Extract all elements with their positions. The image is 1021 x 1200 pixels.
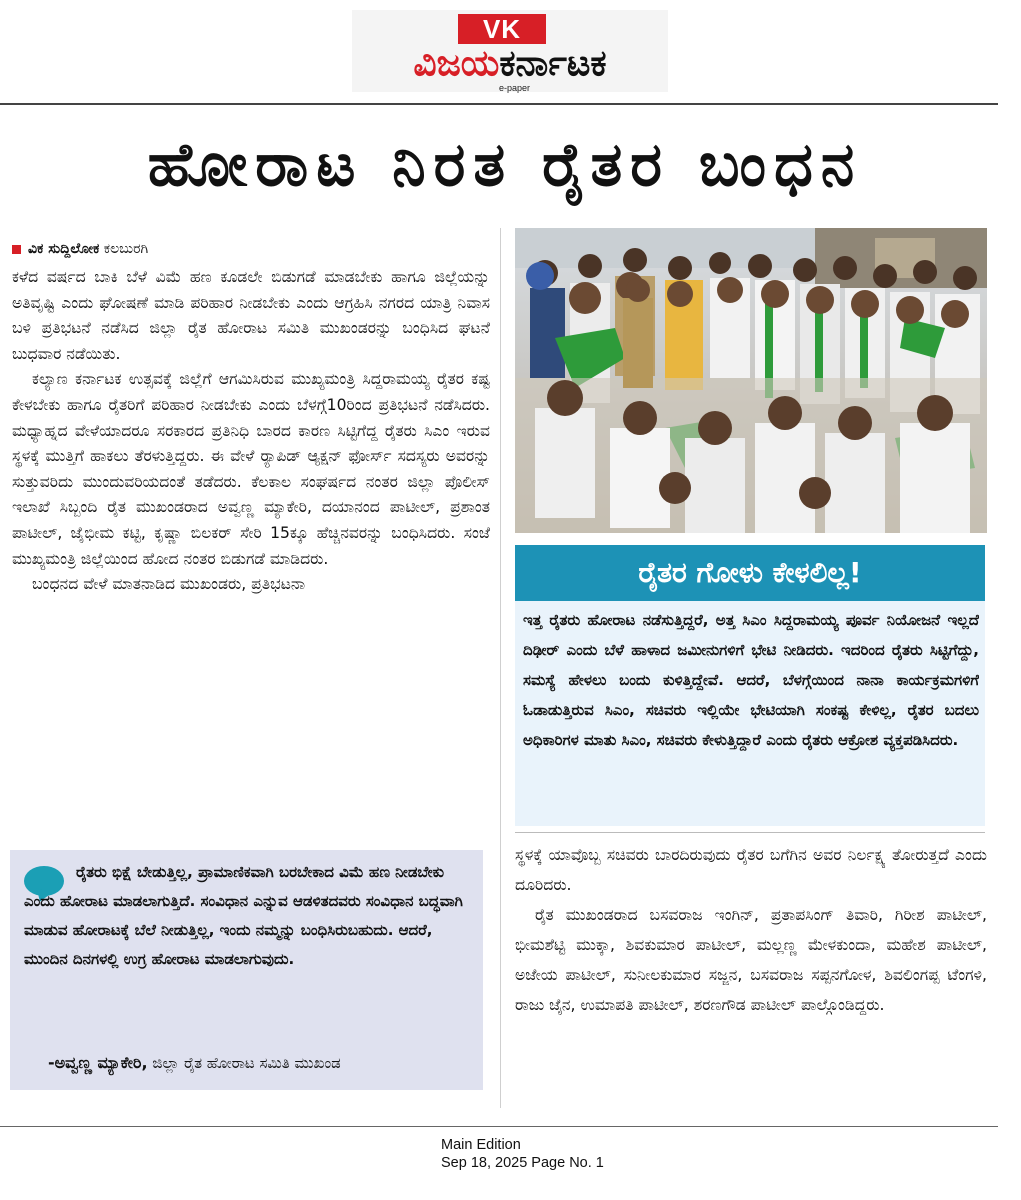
byline xyxy=(12,239,492,259)
left-paragraph: ಬಂಧನದ ವೇಳೆ ಮಾತನಾಡಿದ ಮುಖಂಡರು, ಪ್ರತಿಭಟನಾ xyxy=(32,575,306,594)
left-paragraph: ಕಲ್ಯಾಣ ಕರ್ನಾಟಕ ಉತ್ಸವಕ್ಕೆ ಜಿಲ್ಲೆಗೆ ಆಗಮಿಸಿರುವ ಮುಖ್ಯಮಂತ್ರಿ ಸಿದ್ದರಾಮಯ್ಯ ರೈತರ ಕಷ್ಟ ಕೇಳಬೇಕು ಹಾಗೂ ರೈತರಿಗೆ ಪರಿಹಾರ ನೀಡಬೇಕು ಎಂದು ಬೆಳಗ್ಗೆ10ರಿಂದ ಪ್ರತಿಭಟನೆ ನಡೆಸಿದರು. ಮಧ್ಯಾಹ್ನದ ವೇಳೆಯಾದರೂ ಸರಕಾರದ ಪ್ರತಿನಿಧಿ ಬಾರದ ಕಾರಣ ಸಿಟ್ಟಿಗೆದ್ದ ರೈತರು ಸಿಎಂ ಇರುವ ಸ್ಥಳಕ್ಕೆ ಮುತ್ತಿಗೆ ಹಾಕಲು ತೆರಳುತ್ತಿದ್ದರು. ಈ ವೇಳೆ ರ‍್ಯಾಪಿಡ್ ಆ್ಯಕ್ಷನ್ ಫೋರ್ಸ್ ಸದಸ್ಯರು ಅವರನ್ನು ಸುತ್ತುವರಿದು ಮುಂದುವರಿಯದಂತೆ ತಡೆದರು. ಕೆಲಕಾಲ ಸಂಘರ್ಷದ ನಂತರ ಜಿಲ್ಲಾ ಪೊಲೀಸ್ ಇಲಾಖೆ ಸಿಬ್ಬಂದಿ ರೈತ ಮುಖಂಡರಾದ ಅವ್ವಣ್ಣ ಮ್ಯಾಕೇರಿ, ದಯಾನಂದ ಪಾಟೀಲ್, ಪ್ರಶಾಂತ ಪಾಟೀಲ್, ಜೈಭೀಮ ಕಟ್ಟಿ, ಕೃಷ್ಣಾ ಬಿಲಕರ್ ಸೇರಿ 15ಕ್ಕೂ ಹೆಚ್ಚಿನವರನ್ನು ಬಂಧಿಸಿದರು. ಸಂಜೆ ಮುಖ್ಯಮಂತ್ರಿ ಜಿಲ್ಲೆಯಿಂದ ಹೋದ ನಂತರ ಬಿಡುಗಡೆ ಮಾಡಿದರು. xyxy=(12,370,490,568)
byline-place: ಕಲಬುರಗಿ xyxy=(103,241,149,257)
right-paragraph: ಸ್ಥಳಕ್ಕೆ ಯಾವೊಬ್ಬ ಸಚಿವರು ಬಾರದಿರುವುದು ರೈತರ ಬಗೆಗಿನ ಅವರ ನಿರ್ಲಕ್ಷ್ಯ ತೋರುತ್ತದೆ ಎಂದು ದೂರಿದರು. xyxy=(515,846,987,894)
quote-author: -ಅವ್ವಣ್ಣ ಮ್ಯಾಕೇರಿ, xyxy=(48,1053,148,1072)
byline-source: ವಿಕ ಸುದ್ದಿಲೋಕ xyxy=(28,241,100,257)
masthead-title-red: ವಿಜಯ xyxy=(413,43,500,84)
right-paragraph: ರೈತ ಮುಖಂಡರಾದ ಬಸವರಾಜ ಇಂಗಿನ್, ಪ್ರತಾಪಸಿಂಗ್ ತಿವಾರಿ, ಗಿರೀಶ ಪಾಟೀಲ್, ಭೀಮಶೆಟ್ಟಿ ಮುಕ್ಕಾ, ಶಿವಕುಮಾರ ಪಾಟೀಲ್, ಮಲ್ಲಣ್ಣ ಮೇಳಕುಂದಾ, ಮಹೇಶ ಪಾಟೀಲ್, ಅಜೇಯ ಪಾಟೀಲ್, ಸುನೀಲಕುಮಾರ ಸಜ್ಜನ, ಬಸವರಾಜ ಸಪ್ಪನಗೋಳ, ಶಿವಲಿಂಗಪ್ಪ ಟೆಂಗಳಿ, ರಾಜು ಜೈನ, ಉಮಾಪತಿ ಪಾಟೀಲ್, ಶರಣಗೌಡ ಪಾಟೀಲ್ ಪಾಲ್ಗೊಂಡಿದ್ದರು. xyxy=(515,906,987,1014)
vk-logo-badge: VK xyxy=(458,14,546,44)
sidebar-separator xyxy=(515,832,985,833)
quote-author-role: ಜಿಲ್ಲಾ ರೈತ ಹೋರಾಟ ಸಮಿತಿ ಮುಖಂಡ xyxy=(152,1054,341,1072)
right-article-body xyxy=(515,840,987,1100)
sidebar-box xyxy=(515,601,985,826)
protest-photo-illustration xyxy=(515,228,987,533)
bullet-square-icon xyxy=(12,245,21,254)
sidebar-heading: ರೈತರ ಗೋಳು ಕೇಳಲಿಲ್ಲ! xyxy=(515,545,985,601)
masthead-title-black: ಕರ್ನಾಟಕ xyxy=(499,43,607,84)
protest-photo xyxy=(515,228,987,533)
left-paragraph: ಕಳೆದ ವರ್ಷದ ಬಾಕಿ ಬೆಳೆ ವಿಮೆ ಹಣ ಕೂಡಲೇ ಬಿಡುಗಡೆ ಮಾಡಬೇಕು ಹಾಗೂ ಜಿಲ್ಲೆಯನ್ನು ಅತಿವೃಷ್ಟಿ ಎಂದು ಘೋಷಣೆ ಮಾಡಿ ಪರಿಹಾರ ನೀಡಬೇಕು ಎಂದು ಆಗ್ರಹಿಸಿ ನಗರದ ಯಾತ್ರಿ ನಿವಾಸ ಬಳಿ ಪ್ರತಿಭಟನೆ ನಡೆಸಿದ ಜಿಲ್ಲಾ ರೈತ ಹೋರಾಟ ಸಮಿತಿ ಮುಖಂಡರನ್ನು ಬಂಧಿಸಿದ ಘಟನೆ ಬುಧವಾರ ನಡೆಯಿತು. xyxy=(12,268,490,363)
quote-text: ರೈತರು ಭಿಕ್ಷೆ ಬೇಡುತ್ತಿಲ್ಲ, ಪ್ರಾಮಾಣಿಕವಾಗಿ ಬರಬೇಕಾದ ವಿಮೆ ಹಣ ನೀಡಬೇಕು ಎಂದು ಹೋರಾಟ ಮಾಡಲಾಗುತ್ತಿದೆ. ಸಂವಿಧಾನ ಎನ್ನುವ ಆಡಳಿತದವರು ಸಂವಿಧಾನ ಬದ್ಧವಾಗಿ ಮಾಡುವ ಹೋರಾಟಕ್ಕೆ ಬೆಲೆ ನೀಡುತ್ತಿಲ್ಲ, ಇಂದು ನಮ್ಮನ್ನು ಬಂಧಿಸಿರುಬಹುದು. ಆದರೆ, ಮುಂದಿನ ದಿನಗಳಲ್ಲಿ ಉಗ್ರ ಹೋರಾಟ ಮಾಡಲಾಗುವುದು. xyxy=(24,863,463,968)
column-divider xyxy=(500,228,501,1108)
edition-label: Main Edition xyxy=(441,1137,521,1153)
quote-box xyxy=(10,850,483,1090)
epaper-tagline: e-paper xyxy=(498,83,530,93)
masthead-title xyxy=(352,44,668,84)
masthead xyxy=(352,10,668,92)
footer-divider xyxy=(0,1126,998,1127)
page-footer xyxy=(441,1136,661,1180)
left-article-body xyxy=(12,265,490,843)
date-page-label: Sep 18, 2025 Page No. 1 xyxy=(441,1155,604,1171)
headline: ಹೋರಾಟ ನಿರತ ರೈತರ ಬಂಧನ xyxy=(147,130,863,200)
masthead-divider xyxy=(0,103,998,105)
sidebar-text: ಇತ್ತ ರೈತರು ಹೋರಾಟ ನಡೆಸುತ್ತಿದ್ದರೆ, ಅತ್ತ ಸಿಎಂ ಸಿದ್ದರಾಮಯ್ಯ ಪೂರ್ವ ನಿಯೋಜನೆ ಇಲ್ಲದೆ ದಿಢೀರ್ ಎಂದು ಬೆಳೆ ಹಾಳಾದ ಜಮೀನುಗಳಿಗೆ ಭೇಟಿ ನೀಡಿದರು. ಇದರಿಂದ ರೈತರು ಸಿಟ್ಟಿಗೆದ್ದು, ಸಮಸ್ಯೆ ಹೇಳಲು ಬಂದು ಕುಳಿತ್ತಿದ್ದೇವೆ. ಆದರೆ, ಬೆಳಗ್ಗೆಯಿಂದ ನಾನಾ ಕಾರ್ಯಕ್ರಮಗಳಿಗೆ ಓಡಾಡುತ್ತಿರುವ ಸಿಎಂ, ಸಚಿವರು ಇಲ್ಲಿಯೇ ಭೇಟಿಯಾಗಿ ಸಂಕಷ್ಟ ಕೇಳಿಲ್ಲ, ರೈತರ ಬದಲು ಅಧಿಕಾರಿಗಳ ಮಾತು ಸಿಎಂ, ಸಚಿವರು ಕೇಳುತ್ತಿದ್ದಾರೆ ಎಂದು ರೈತರು ಆಕ್ರೋಶ ವ್ಯಕ್ತಪಡಿಸಿದರು. xyxy=(523,611,979,749)
quote-attribution xyxy=(48,1048,478,1078)
